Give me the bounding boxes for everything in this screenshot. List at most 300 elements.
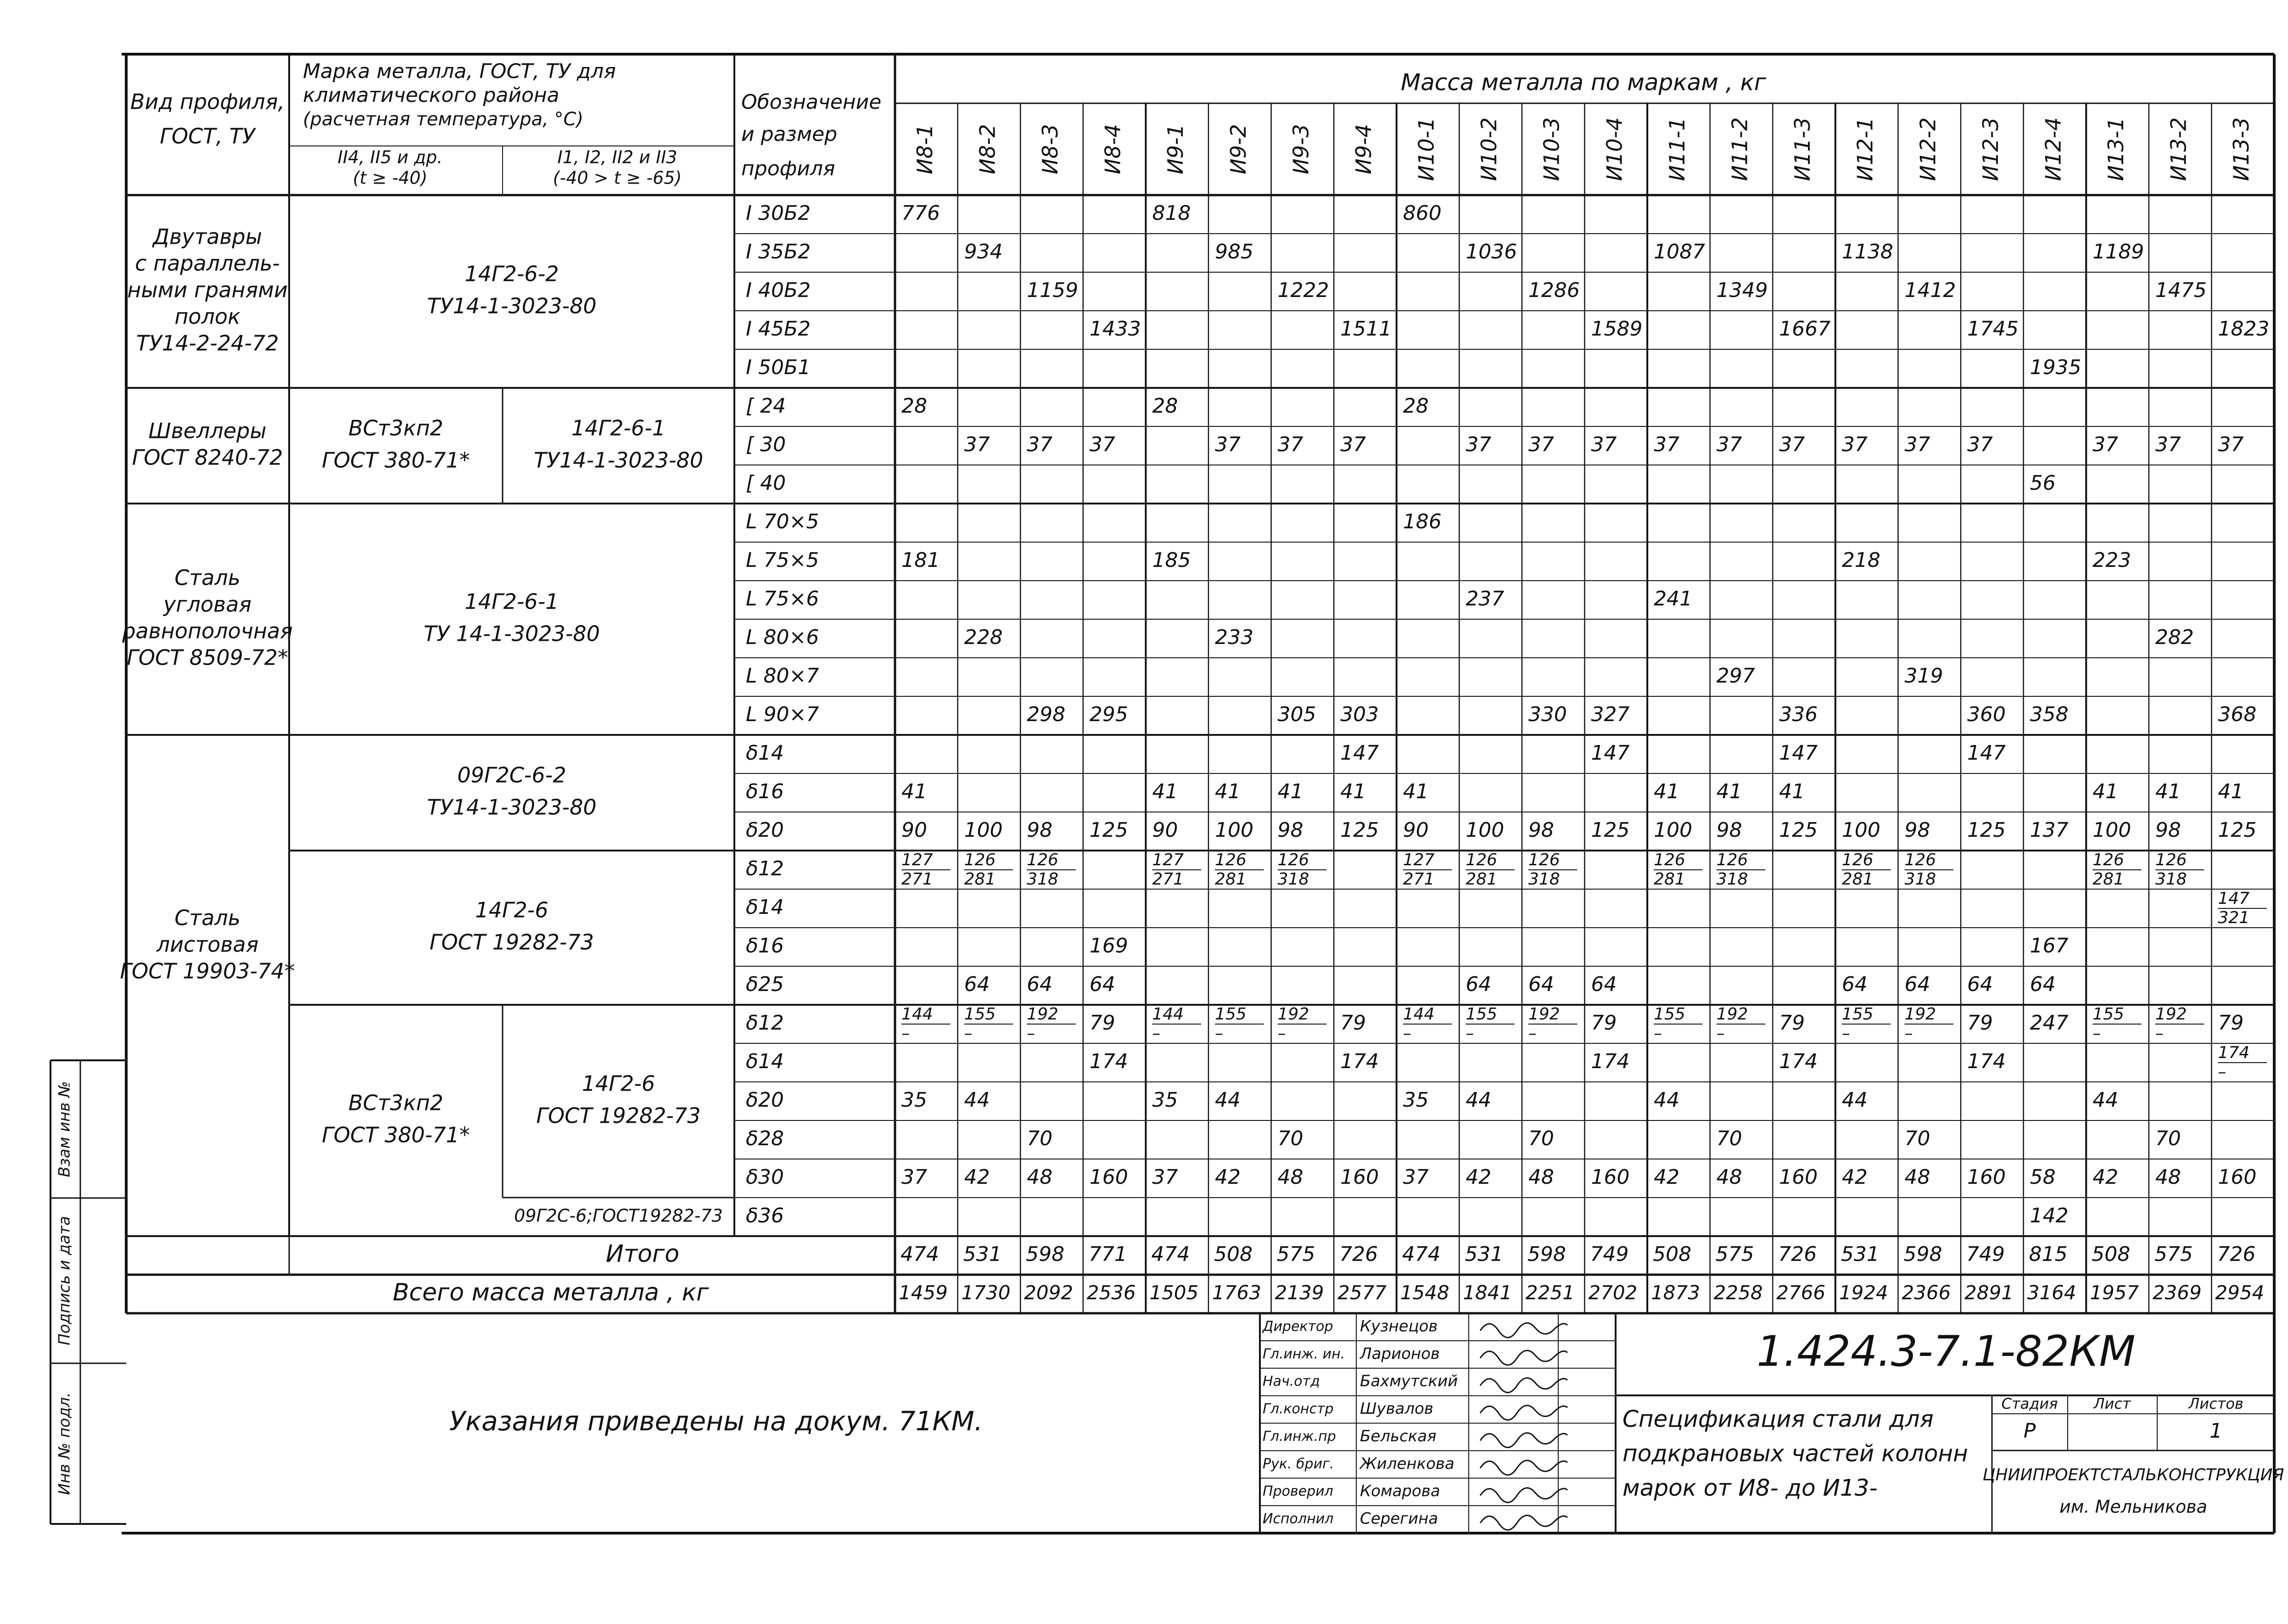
value-cell: 44 <box>1841 1088 1868 1112</box>
value-cell: 985 <box>1214 240 1253 263</box>
value-cell: 79 <box>1591 1011 1617 1035</box>
header-marka: Марка металла, ГОСТ, ТУ для <box>303 60 616 83</box>
value-cell: 41 <box>1716 780 1742 803</box>
header-vid: ГОСТ, ТУ <box>160 123 255 149</box>
mark-header: И8-2 <box>975 124 1000 174</box>
value-cell: 35 <box>901 1088 927 1112</box>
profile-label: L 80×6 <box>746 626 819 649</box>
value-cell: 70 <box>1027 1127 1053 1150</box>
value-frac-top: 155 <box>1654 1005 1685 1024</box>
value-cell: 100 <box>1466 818 1505 842</box>
value-cell: 1935 <box>2030 356 2081 379</box>
value-cell: 125 <box>1779 818 1818 842</box>
value-cell: 41 <box>1214 780 1241 803</box>
value-cell: 360 <box>1967 703 2006 726</box>
itogo-value: 771 <box>1088 1243 1127 1266</box>
profile-label: I 30Б2 <box>746 202 811 225</box>
value-cell: 776 <box>901 202 940 225</box>
profile-label: L 80×7 <box>746 664 819 688</box>
value-cell: 41 <box>1152 780 1178 803</box>
profile-label: δ12 <box>746 1011 784 1035</box>
value-cell: 303 <box>1340 703 1379 726</box>
vsego-value: 2258 <box>1713 1281 1763 1304</box>
value-cell: 319 <box>1904 664 1943 688</box>
mark-header: И9-2 <box>1225 124 1251 174</box>
value-cell: 64 <box>1027 973 1053 996</box>
value-frac-top: 126 <box>1841 851 1874 869</box>
value-frac-top: 144 <box>1403 1005 1435 1024</box>
vsego-value: 2891 <box>1964 1281 2014 1304</box>
value-cell: 160 <box>1591 1165 1630 1189</box>
profile-label: δ20 <box>746 818 784 842</box>
value-cell: 174 <box>1779 1050 1818 1073</box>
value-cell: 125 <box>1340 818 1379 842</box>
value-frac-top: 155 <box>1214 1005 1247 1024</box>
header-oboz: профиля <box>741 157 835 180</box>
value-cell: 64 <box>1089 973 1115 996</box>
itogo-value: 531 <box>1465 1243 1504 1266</box>
stamp-role: Исполнил <box>1263 1511 1334 1527</box>
mark-header: И8-1 <box>912 124 937 174</box>
value-cell: 48 <box>1277 1165 1303 1189</box>
value-cell: 1222 <box>1277 279 1329 302</box>
value-frac-bottom: – <box>2218 1063 2226 1081</box>
value-frac-bottom: – <box>1528 1024 1537 1043</box>
profile-label: I 35Б2 <box>746 240 811 263</box>
stamp-role: Гл.констр <box>1263 1401 1334 1417</box>
value-cell: 98 <box>1716 818 1742 842</box>
value-cell: 37 <box>1904 433 1930 456</box>
vsego-value: 1763 <box>1212 1281 1261 1304</box>
value-cell: 160 <box>1779 1165 1818 1189</box>
value-cell: 41 <box>1779 780 1805 803</box>
profile-label: δ16 <box>746 934 784 958</box>
value-cell: 125 <box>1089 818 1128 842</box>
value-cell: 147 <box>1779 741 1818 765</box>
vsego-value: 2366 <box>1902 1281 1951 1304</box>
listov-label: Листов <box>2188 1395 2243 1412</box>
value-cell: 1511 <box>1340 317 1392 341</box>
value-cell: 142 <box>2030 1204 2069 1227</box>
value-frac-top: 126 <box>964 851 996 869</box>
itogo-value: 531 <box>1840 1243 1880 1266</box>
grade-label: 14Г2-6-2 <box>464 261 559 286</box>
value-frac-top: 192 <box>1904 1005 1936 1024</box>
value-cell: 90 <box>1403 818 1429 842</box>
profile-label: δ20 <box>746 1088 784 1112</box>
value-cell: 98 <box>1528 818 1554 842</box>
group-label: полок <box>174 304 241 329</box>
value-frac-top: 155 <box>2092 1005 2124 1024</box>
stamp-role: Проверил <box>1263 1483 1333 1500</box>
value-frac-top: 127 <box>901 851 933 869</box>
value-cell: 48 <box>1528 1165 1554 1189</box>
value-cell: 44 <box>1466 1088 1492 1112</box>
value-cell: 37 <box>1528 433 1554 456</box>
value-frac-bottom: – <box>1027 1024 1035 1043</box>
profile-label: δ14 <box>746 1050 784 1073</box>
value-cell: 37 <box>1841 433 1868 456</box>
value-cell: 42 <box>1466 1165 1492 1189</box>
value-frac-top: 174 <box>2218 1043 2250 1062</box>
group-label: Сталь <box>174 565 241 590</box>
value-cell: 247 <box>2030 1011 2069 1035</box>
header-col-b: I1, I2, II2 и II3 <box>557 147 677 168</box>
value-cell: 48 <box>1027 1165 1053 1189</box>
grade-label: ГОСТ 19282-73 <box>429 930 594 955</box>
value-frac-bottom: – <box>1716 1024 1725 1043</box>
mark-header: И13-3 <box>2229 117 2254 181</box>
value-cell: 37 <box>1152 1165 1178 1189</box>
value-cell: 42 <box>964 1165 990 1189</box>
value-cell: 100 <box>2092 818 2131 842</box>
value-cell: 233 <box>1214 626 1253 649</box>
profile-label: I 50Б1 <box>746 356 811 379</box>
header-vid: Вид профиля, <box>130 89 285 114</box>
grade-label: 09Г2С-6-2 <box>457 762 566 788</box>
itogo-value: 749 <box>1966 1243 2005 1266</box>
header-col-b: (-40 > t ≥ -65) <box>553 168 682 188</box>
value-frac-bottom: 281 <box>1841 870 1874 889</box>
value-cell: 185 <box>1152 549 1191 572</box>
value-frac-top: 126 <box>1466 851 1498 869</box>
grade-label: ТУ14-1-3023-80 <box>427 293 597 319</box>
value-frac-bottom: 281 <box>964 870 996 889</box>
value-cell: 1475 <box>2155 279 2207 302</box>
value-cell: 100 <box>1214 818 1253 842</box>
mark-header: И9-4 <box>1351 124 1376 174</box>
stamp-role: Рук. бриг. <box>1263 1456 1334 1472</box>
mark-header: И12-3 <box>1978 117 2003 181</box>
value-cell: 282 <box>2155 626 2194 649</box>
table-text <box>56 60 2284 1528</box>
value-cell: 298 <box>1027 703 1066 726</box>
value-frac-top: 126 <box>2155 851 2187 869</box>
group-label: угловая <box>163 592 252 617</box>
profile-label: δ14 <box>746 896 784 919</box>
value-frac-bottom: – <box>1277 1024 1286 1043</box>
value-cell: 44 <box>2092 1088 2119 1112</box>
value-frac-top: 144 <box>901 1005 933 1024</box>
value-cell: 241 <box>1654 587 1693 610</box>
mark-header: И8-3 <box>1037 124 1063 174</box>
value-cell: 1036 <box>1466 240 1517 263</box>
grade-label: 14Г2-6 <box>582 1071 655 1096</box>
value-frac-top: 126 <box>1277 851 1309 869</box>
value-cell: 41 <box>2218 780 2244 803</box>
side-label: Инв № подл. <box>55 1392 74 1495</box>
value-cell: 368 <box>2218 703 2257 726</box>
itogo-value: 474 <box>1151 1243 1190 1266</box>
profile-label: δ28 <box>746 1127 784 1150</box>
value-cell: 174 <box>1089 1050 1128 1073</box>
itogo-value: 508 <box>2092 1243 2131 1266</box>
grade-label: ВСт3кп2 <box>348 1090 443 1115</box>
value-frac-bottom: – <box>1466 1024 1474 1043</box>
value-cell: 37 <box>1277 433 1303 456</box>
org-name: им. Мельникова <box>2059 1496 2207 1517</box>
value-cell: 41 <box>2092 780 2119 803</box>
itogo-value: 508 <box>1653 1243 1692 1266</box>
vsego-value: 2251 <box>1525 1281 1575 1304</box>
value-cell: 64 <box>1591 973 1617 996</box>
mark-header: И11-2 <box>1727 117 1752 181</box>
value-cell: 169 <box>1089 934 1128 958</box>
value-cell: 100 <box>964 818 1003 842</box>
value-cell: 174 <box>1967 1050 2006 1073</box>
signature-mark <box>1480 1350 1567 1365</box>
value-cell: 100 <box>1841 818 1880 842</box>
itogo-value: 531 <box>963 1243 1002 1266</box>
list-label: Лист <box>2093 1395 2131 1412</box>
value-cell: 1433 <box>1089 317 1141 341</box>
header-marka: (расчетная температура, °С) <box>303 109 584 130</box>
value-cell: 37 <box>2155 433 2181 456</box>
value-cell: 37 <box>1716 433 1742 456</box>
group-label: ГОСТ 19903-74* <box>120 958 295 984</box>
value-cell: 35 <box>1152 1088 1178 1112</box>
value-cell: 305 <box>1277 703 1316 726</box>
value-cell: 98 <box>1027 818 1053 842</box>
profile-label: δ16 <box>746 780 784 803</box>
stadia-value: Р <box>2023 1419 2036 1443</box>
value-cell: 125 <box>2218 818 2257 842</box>
value-cell: 1159 <box>1027 279 1079 302</box>
value-frac-bottom: – <box>1654 1024 1662 1043</box>
value-frac-top: 155 <box>1841 1005 1874 1024</box>
itogo-value: 474 <box>901 1243 939 1266</box>
note-text: Указания приведены на докум. 71КМ. <box>449 1406 983 1437</box>
value-cell: 147 <box>1591 741 1630 765</box>
value-frac-bottom: 271 <box>901 870 933 889</box>
header-col-a: II4, II5 и др. <box>337 147 443 168</box>
value-cell: 160 <box>1967 1165 2006 1189</box>
mark-header: И10-4 <box>1602 117 1627 181</box>
value-frac-top: 126 <box>1528 851 1560 869</box>
profile-label: δ12 <box>746 857 784 880</box>
signature-mark <box>1480 1488 1567 1503</box>
value-cell: 98 <box>1904 818 1930 842</box>
group-label: Швеллеры <box>148 418 267 443</box>
mark-header: И12-2 <box>1915 117 1941 181</box>
value-cell: 181 <box>901 549 940 572</box>
value-cell: 37 <box>964 433 990 456</box>
signature-mark <box>1480 1461 1567 1475</box>
profile-label: L 75×6 <box>746 587 819 610</box>
value-cell: 147 <box>1340 741 1379 765</box>
value-frac-bottom: 318 <box>2155 870 2187 889</box>
value-frac-top: 192 <box>2155 1005 2187 1024</box>
value-frac-top: 147 <box>2218 889 2250 908</box>
value-frac-bottom: 321 <box>2218 908 2250 927</box>
stamp-name: Комарова <box>1360 1482 1440 1501</box>
value-cell: 295 <box>1089 703 1128 726</box>
signature-mark <box>1480 1433 1567 1448</box>
value-frac-bottom: – <box>2155 1024 2164 1043</box>
profile-label: [ 30 <box>746 433 786 456</box>
value-cell: 125 <box>1967 818 2006 842</box>
value-frac-top: 192 <box>1716 1005 1748 1024</box>
vsego-value: 1873 <box>1651 1281 1700 1304</box>
mark-header: И10-2 <box>1477 117 1502 181</box>
value-frac-top: 192 <box>1277 1005 1309 1024</box>
itogo-value: 749 <box>1590 1243 1629 1266</box>
group-label: с параллель- <box>135 251 280 276</box>
profile-label: L 70×5 <box>746 510 819 533</box>
mark-header: И13-2 <box>2166 117 2191 181</box>
value-cell: 1087 <box>1654 240 1706 263</box>
grade-label: ТУ14-1-3023-80 <box>427 795 597 820</box>
value-frac-top: 155 <box>964 1005 996 1024</box>
header-col-a: (t ≥ -40) <box>352 168 428 188</box>
value-frac-bottom: – <box>901 1024 910 1043</box>
value-frac-top: 126 <box>1904 851 1936 869</box>
value-cell: 41 <box>1654 780 1680 803</box>
value-frac-bottom: – <box>1904 1024 1913 1043</box>
value-cell: 37 <box>1214 433 1241 456</box>
value-cell: 44 <box>964 1088 990 1112</box>
value-cell: 98 <box>1277 818 1303 842</box>
itogo-value: 508 <box>1214 1243 1253 1266</box>
profile-label: δ36 <box>746 1204 784 1227</box>
value-cell: 1667 <box>1779 317 1831 341</box>
value-cell: 42 <box>1214 1165 1241 1189</box>
value-cell: 174 <box>1591 1050 1630 1073</box>
vsego-value: 2536 <box>1086 1281 1136 1304</box>
mark-header: И13-1 <box>2103 117 2129 181</box>
value-cell: 160 <box>1089 1165 1128 1189</box>
value-cell: 41 <box>1403 780 1429 803</box>
profile-label: [ 40 <box>746 471 786 495</box>
mark-header: И10-1 <box>1414 117 1439 181</box>
header-marka: климатического района <box>303 84 559 107</box>
value-cell: 70 <box>1277 1127 1303 1150</box>
value-frac-top: 144 <box>1152 1005 1184 1024</box>
value-cell: 44 <box>1214 1088 1241 1112</box>
vsego-value: 2092 <box>1024 1281 1074 1304</box>
value-cell: 64 <box>1841 973 1868 996</box>
listov-value: 1 <box>2210 1419 2222 1443</box>
mark-header: И12-1 <box>1852 117 1878 181</box>
side-label: Подпись и дата <box>55 1216 74 1345</box>
stamp-role: Директор <box>1263 1318 1333 1335</box>
doc-code: 1.424.3-7.1-82КМ <box>1757 1327 2136 1376</box>
grade-label: ГОСТ 380-71* <box>322 448 470 473</box>
value-cell: 70 <box>1904 1127 1930 1150</box>
value-cell: 223 <box>2092 549 2131 572</box>
grade-label: ГОСТ 19282-73 <box>536 1103 701 1128</box>
stamp-role: Гл.инж.пр <box>1263 1428 1336 1445</box>
value-cell: 100 <box>1654 818 1693 842</box>
value-frac-bottom: 318 <box>1904 870 1936 889</box>
stamp-name: Бельская <box>1360 1427 1437 1445</box>
doc-title: подкрановых частей колонн <box>1622 1440 1968 1467</box>
value-cell: 237 <box>1466 587 1505 610</box>
value-cell: 42 <box>2092 1165 2119 1189</box>
mark-header: И9-1 <box>1163 124 1188 174</box>
value-cell: 79 <box>1089 1011 1115 1035</box>
value-cell: 64 <box>2030 973 2056 996</box>
mark-header: И12-4 <box>2041 117 2066 181</box>
vsego-value: 2766 <box>1776 1281 1826 1304</box>
doc-title: марок от И8- до И13- <box>1622 1474 1878 1501</box>
mark-header: И11-1 <box>1664 117 1689 181</box>
group-label: ГОСТ 8240-72 <box>132 445 283 470</box>
value-frac-bottom: 318 <box>1716 870 1748 889</box>
value-cell: 37 <box>1779 433 1805 456</box>
vsego-value: 3164 <box>2027 1281 2076 1304</box>
stamp-name: Ларионов <box>1360 1344 1440 1363</box>
itogo-value: 598 <box>1527 1243 1566 1266</box>
vsego-value: 1924 <box>1839 1281 1888 1304</box>
grade-label: 14Г2-6-1 <box>571 415 666 441</box>
value-frac-bottom: – <box>1214 1024 1223 1043</box>
value-frac-top: 126 <box>1214 851 1247 869</box>
value-cell: 79 <box>2218 1011 2244 1035</box>
value-frac-bottom: 281 <box>1466 870 1498 889</box>
vsego-value: 1505 <box>1149 1281 1199 1304</box>
signature-mark <box>1480 1378 1567 1393</box>
value-cell: 37 <box>1654 433 1680 456</box>
profile-label: [ 24 <box>746 394 786 418</box>
profile-label: δ25 <box>746 973 784 996</box>
group-label: листовая <box>156 932 259 957</box>
value-cell: 37 <box>1340 433 1366 456</box>
group-label: равнополочная <box>122 618 293 644</box>
vsego-value: 1459 <box>899 1281 948 1304</box>
value-cell: 64 <box>1528 973 1554 996</box>
value-frac-bottom: – <box>1403 1024 1411 1043</box>
header-massa: Масса металла по маркам , кг <box>1401 69 1766 96</box>
value-cell: 37 <box>2092 433 2119 456</box>
value-cell: 79 <box>1340 1011 1366 1035</box>
value-cell: 90 <box>901 818 927 842</box>
stamp-role: Нач.отд <box>1263 1373 1320 1390</box>
value-cell: 147 <box>1967 741 2006 765</box>
value-cell: 37 <box>1967 433 1993 456</box>
grade-label: ТУ14-1-3023-80 <box>533 448 704 473</box>
grade-label: 09Г2С-6;ГОСТ19282-73 <box>514 1205 723 1226</box>
vsego-value: 2139 <box>1275 1281 1324 1304</box>
value-frac-top: 126 <box>1027 851 1058 869</box>
value-cell: 297 <box>1716 664 1755 688</box>
value-frac-top: 155 <box>1466 1005 1498 1024</box>
value-cell: 64 <box>964 973 990 996</box>
stamp-name: Бахмутский <box>1360 1372 1458 1391</box>
value-cell: 48 <box>1904 1165 1930 1189</box>
value-cell: 358 <box>2030 703 2069 726</box>
value-cell: 1412 <box>1904 279 1956 302</box>
value-frac-bottom: 318 <box>1277 870 1309 889</box>
value-frac-top: 192 <box>1528 1005 1560 1024</box>
signature-mark <box>1480 1323 1567 1338</box>
value-frac-bottom: 281 <box>1214 870 1247 889</box>
value-frac-bottom: 318 <box>1528 870 1560 889</box>
value-cell: 70 <box>1528 1127 1554 1150</box>
org-name: ЦНИИПРОЕКТСТАЛЬКОНСТРУКЦИЯ <box>1982 1466 2284 1484</box>
side-label: Взам инв № <box>55 1081 74 1177</box>
mark-header: И10-3 <box>1539 117 1564 181</box>
value-cell: 37 <box>1089 433 1115 456</box>
mark-header: И8-4 <box>1100 124 1125 174</box>
value-cell: 64 <box>1466 973 1492 996</box>
value-frac-bottom: 281 <box>1654 870 1685 889</box>
group-label: ными гранями <box>127 277 288 302</box>
vsego-value: 2369 <box>2152 1281 2202 1304</box>
value-cell: 336 <box>1779 703 1818 726</box>
value-cell: 44 <box>1654 1088 1680 1112</box>
value-cell: 41 <box>1340 780 1366 803</box>
